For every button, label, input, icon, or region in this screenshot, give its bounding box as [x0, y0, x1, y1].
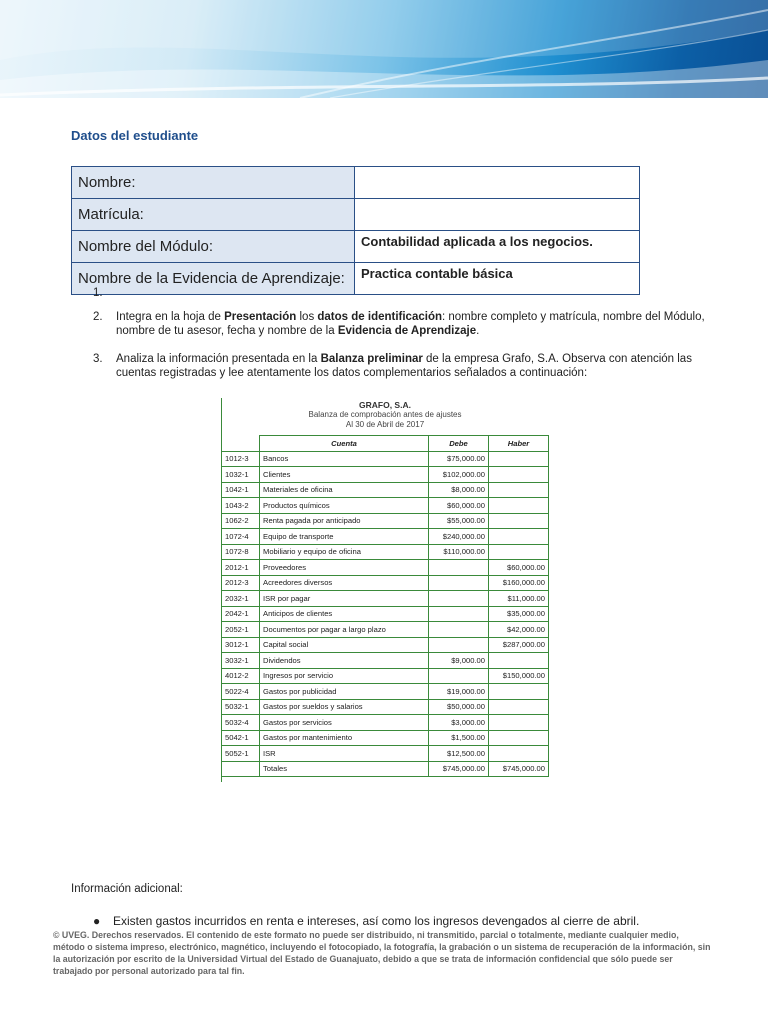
debit-value: $12,500.00 [429, 746, 489, 762]
list-item [71, 286, 711, 310]
step-bold: Evidencia de Aprendizaje [337, 325, 477, 337]
account-name: Capital social [260, 637, 429, 653]
table-row [222, 668, 549, 684]
account-code: 3032-1 [222, 653, 260, 669]
debit-value: $9,000.00 [429, 653, 489, 669]
credit-value: $160,000.00 [489, 575, 549, 591]
account-code: 2032-1 [222, 591, 260, 607]
credit-value: $11,000.00 [489, 591, 549, 607]
account-name: Acreedores diversos [260, 575, 429, 591]
balance-company: GRAFO, S.A. [359, 400, 411, 410]
account-name: Renta pagada por anticipado [260, 513, 429, 529]
account-name: Gastos por servicios [260, 715, 429, 731]
debit-value: $3,000.00 [429, 715, 489, 731]
table-row [222, 560, 549, 576]
step-text: de la empresa Grafo, S.A. Observa con atención las cuentas registradas y lee atentamente los datos complementarios señalados a continuación: [116, 353, 692, 379]
bullet-text: Existen gastos incurridos en renta e intereses, así como los ingresos devengados al cierre de abril. [113, 914, 640, 928]
value-evidencia[interactable]: Practica contable básica [355, 263, 640, 295]
table-header-row [222, 436, 549, 452]
account-name: ISR por pagar [260, 591, 429, 607]
debit-value: $75,000.00 [429, 451, 489, 467]
credit-value: $42,000.00 [489, 622, 549, 638]
label-nombre: Nombre: [72, 167, 355, 199]
step-bold: datos de identificación [317, 311, 442, 323]
account-code: 1062-2 [222, 513, 260, 529]
account-code: 2052-1 [222, 622, 260, 638]
account-name: Bancos [260, 451, 429, 467]
header-debe: Debe [429, 436, 489, 452]
account-code: 5052-1 [222, 746, 260, 762]
balance-table [221, 435, 549, 777]
account-name: Productos químicos [260, 498, 429, 514]
balance-date: Al 30 de Abril de 2017 [345, 420, 425, 429]
label-matricula: Matrícula: [72, 199, 355, 231]
debit-value: $50,000.00 [429, 699, 489, 715]
debit-value: $110,000.00 [429, 544, 489, 560]
list-number: 2. [93, 311, 103, 323]
credit-value: $60,000.00 [489, 560, 549, 576]
step-text: los [296, 311, 318, 323]
account-code: 4012-2 [222, 668, 260, 684]
debit-value: $55,000.00 [429, 513, 489, 529]
account-name: Equipo de transporte [260, 529, 429, 545]
table-row [222, 482, 549, 498]
table-row [222, 575, 549, 591]
table-row [72, 167, 640, 199]
banner-wave-graphic [0, 0, 768, 98]
table-row [222, 467, 549, 483]
account-name: ISR [260, 746, 429, 762]
account-name: Totales [260, 761, 429, 777]
account-code: 2012-3 [222, 575, 260, 591]
debit-value [429, 560, 489, 576]
step-text: : nombre completo y matrícula, nombre del Módulo, nombre de tu asesor, fecha y nombre de la [116, 311, 705, 337]
table-row [222, 606, 549, 622]
account-code: 1072-8 [222, 544, 260, 560]
account-code: 1032-1 [222, 467, 260, 483]
table-row [222, 529, 549, 545]
account-name: Gastos por sueldos y salarios [260, 699, 429, 715]
debit-value [429, 591, 489, 607]
account-name: Anticipos de clientes [260, 606, 429, 622]
instructions-list [71, 286, 711, 380]
value-matricula[interactable] [355, 199, 640, 231]
header-cuenta: Cuenta [260, 436, 429, 452]
credit-value [489, 715, 549, 731]
table-row [222, 637, 549, 653]
account-code: 5032-4 [222, 715, 260, 731]
debit-value: $1,500.00 [429, 730, 489, 746]
account-name: Documentos por pagar a largo plazo [260, 622, 429, 638]
account-code: 3012-1 [222, 637, 260, 653]
header-banner [0, 0, 768, 98]
value-nombre[interactable] [355, 167, 640, 199]
trial-balance [221, 398, 549, 774]
account-name: Dividendos [260, 653, 429, 669]
credit-value: $150,000.00 [489, 668, 549, 684]
table-row [222, 451, 549, 467]
table-row [222, 513, 549, 529]
account-code: 1043-2 [222, 498, 260, 514]
account-code: 5042-1 [222, 730, 260, 746]
credit-value [489, 529, 549, 545]
table-row [222, 715, 549, 731]
credit-value [489, 730, 549, 746]
credit-value [489, 684, 549, 700]
header-haber: Haber [489, 436, 549, 452]
copyright-footer: © UVEG. Derechos reservados. El contenido de este formato no puede ser distribuido, ni transmitido, parcial o totalmente, mediante cualquier medio, método o sistema impreso, electrónico, magnético, incluyendo el fotocopiado, la fotografía, la grabación o un sistema de recuperación de la información, sin la autorización por escrito de la Universidad Virtual del Estado de Guanajuato, debido a que se trata de información confidencial que sólo puede ser trabajado por personal autorizado para tal fin. [53, 930, 711, 976]
credit-value [489, 653, 549, 669]
bullet-icon: ● [93, 914, 101, 928]
table-row [222, 653, 549, 669]
label-evidencia: Nombre de la Evidencia de Aprendizaje: [72, 263, 355, 295]
credit-value [489, 467, 549, 483]
student-info-table [71, 166, 640, 295]
debit-value: $19,000.00 [429, 684, 489, 700]
table-row [222, 544, 549, 560]
step-text: Analiza la información presentada en la [116, 353, 321, 365]
account-name: Materiales de oficina [260, 482, 429, 498]
credit-value [489, 699, 549, 715]
totals-row [222, 761, 549, 777]
section-title-student: Datos del estudiante [71, 128, 199, 143]
credit-value [489, 746, 549, 762]
step-bold: Presentación [224, 311, 297, 323]
account-name: Gastos por mantenimiento [260, 730, 429, 746]
credit-value [489, 451, 549, 467]
account-name: Clientes [260, 467, 429, 483]
table-row [222, 622, 549, 638]
balance-header [221, 398, 549, 434]
list-number: 1. [93, 287, 103, 299]
table-row [72, 231, 640, 263]
table-row [72, 199, 640, 231]
debit-value: $60,000.00 [429, 498, 489, 514]
table-row [222, 699, 549, 715]
additional-info-title: Información adicional: [71, 883, 183, 895]
debit-value [429, 622, 489, 638]
list-item [93, 914, 639, 928]
table-row [222, 746, 549, 762]
account-code: 2042-1 [222, 606, 260, 622]
debit-value [429, 668, 489, 684]
list-number: 3. [93, 353, 103, 365]
credit-value: $287,000.00 [489, 637, 549, 653]
credit-value [489, 482, 549, 498]
step-text: . [476, 325, 480, 337]
list-item [71, 310, 711, 352]
credit-value: $35,000.00 [489, 606, 549, 622]
table-row [222, 684, 549, 700]
table-row [222, 498, 549, 514]
debit-value: $102,000.00 [429, 467, 489, 483]
debit-value: $8,000.00 [429, 482, 489, 498]
credit-value: $745,000.00 [489, 761, 549, 777]
step-bold: Balanza preliminar [320, 353, 423, 365]
debit-value: $745,000.00 [429, 761, 489, 777]
label-modulo: Nombre del Módulo: [72, 231, 355, 263]
header-code [222, 436, 260, 452]
account-code [222, 761, 260, 777]
debit-value [429, 637, 489, 653]
balance-subtitle: Balanza de comprobación antes de ajustes [308, 410, 462, 419]
account-code: 5032-1 [222, 699, 260, 715]
table-row [222, 591, 549, 607]
credit-value [489, 498, 549, 514]
credit-value [489, 544, 549, 560]
debit-value [429, 606, 489, 622]
account-code: 1072-4 [222, 529, 260, 545]
debit-value [429, 575, 489, 591]
account-code: 1012-3 [222, 451, 260, 467]
step-text: Integra en la hoja de [116, 311, 225, 323]
account-name: Mobiliario y equipo de oficina [260, 544, 429, 560]
account-code: 5022-4 [222, 684, 260, 700]
credit-value [489, 513, 549, 529]
account-code: 2012-1 [222, 560, 260, 576]
account-code: 1042-1 [222, 482, 260, 498]
account-name: Gastos por publicidad [260, 684, 429, 700]
account-name: Ingresos por servicio [260, 668, 429, 684]
table-row [222, 730, 549, 746]
account-name: Proveedores [260, 560, 429, 576]
list-item [71, 352, 711, 380]
debit-value: $240,000.00 [429, 529, 489, 545]
value-modulo[interactable]: Contabilidad aplicada a los negocios. [355, 231, 640, 263]
